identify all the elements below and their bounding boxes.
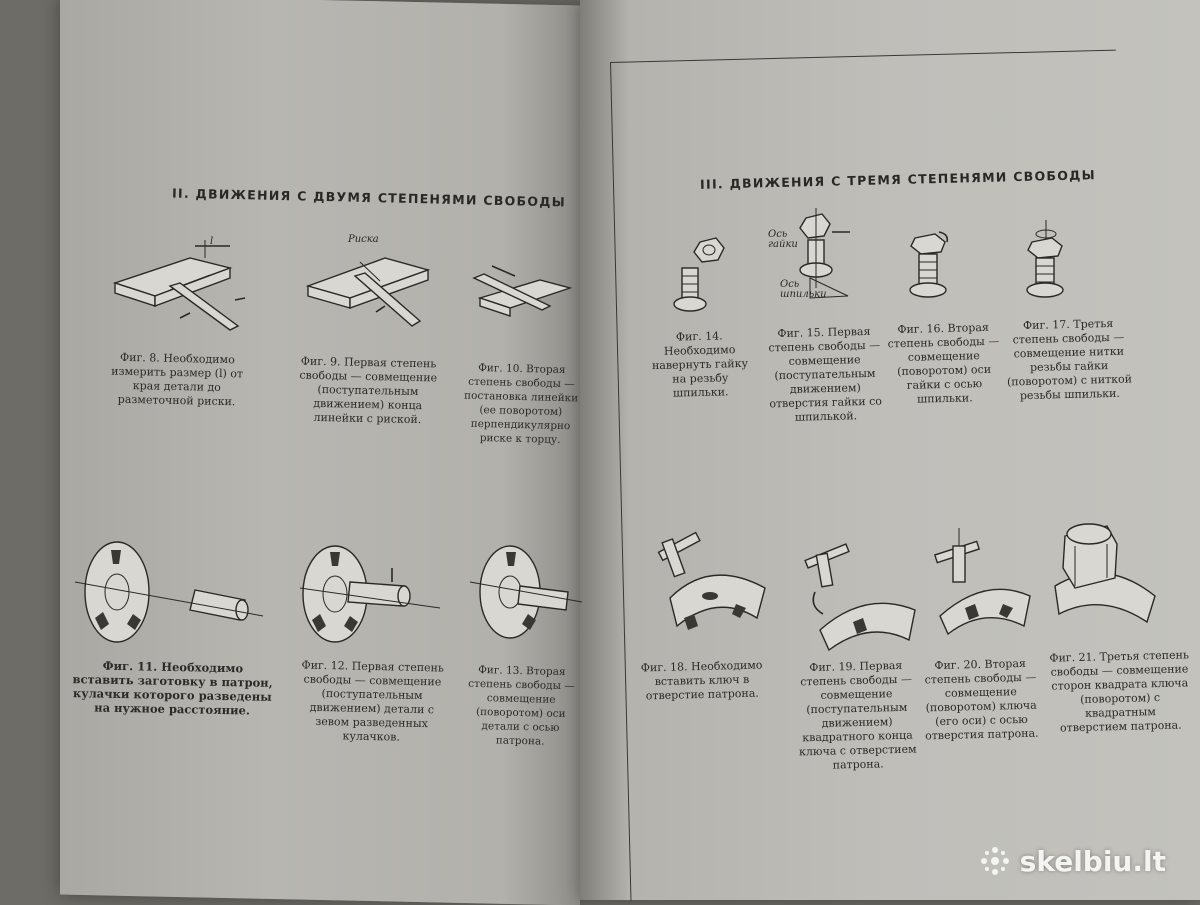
figure-18-key-chuck [640, 528, 770, 643]
figure-20-caption: Фиг. 20. Вторая степень свободы — совмещение (поворотом) ключа (его оси) с осью отверстия патрона. [924, 656, 1039, 743]
figure-17-nut-thread [1010, 220, 1090, 306]
left-page [60, 0, 580, 905]
figure-9-ruler-mark [300, 236, 440, 336]
watermark-text: skelbiu.lt [1019, 844, 1166, 878]
figure-8-plate-ruler: l [110, 238, 250, 338]
figure-16-nut-rotate [895, 226, 965, 306]
figure-9-caption: Фиг. 9. Первая степень свободы — совмещение (поступательным движением) конца линейки с риской. [299, 354, 438, 427]
figure-11-chuck-blank [75, 540, 265, 645]
dots-logo-icon [978, 844, 1012, 878]
label-stud-axis: Ось шпильки [780, 279, 827, 300]
section-heading-two-degrees: II. ДВИЖЕНИЯ С ДВУМЯ СТЕПЕНЯМИ СВОБОДЫ [171, 185, 567, 210]
figure-13-chuck-axis [470, 542, 585, 642]
figure-21-key-square-match [1045, 516, 1160, 626]
figure-14-caption: Фиг. 14. Необходимо навернуть гайку на резьбу шпильки. [651, 329, 749, 400]
figure-12-caption: Фиг. 12. Первая степень свободы — совмещение (поступательным движением) детали с зевом разведенных кулачков. [301, 658, 445, 744]
figure-11-caption: Фиг. 11. Необходимо вставить заготовку в патрон, кулачки которого разведены на нужное расстояние. [72, 658, 273, 718]
figure-12-chuck-insert [290, 540, 460, 645]
figure-10-ruler-perpendicular [470, 258, 580, 338]
figure-21-caption: Фиг. 21. Третья степень свободы — совмещение сторон квадрата ключа (поворотом) с квадратным отверстием патрона. [1049, 648, 1190, 735]
figure-14-nut-stud [662, 232, 737, 322]
figure-19-key-square [795, 540, 915, 650]
figure-18-caption: Фиг. 18. Необходимо вставить ключ в отверстие патрона. [640, 658, 763, 703]
figure-20-key-axis [925, 528, 1035, 638]
figure-13-caption: Фиг. 13. Вторая степень свободы — совмещение (поворотом) оси детали с осью патрона. [468, 663, 575, 748]
figure-16-caption: Фиг. 16. Вторая степень свободы — совмещение (поворотом) оси гайки с осью шпильки. [887, 320, 1000, 406]
section-heading-three-degrees: III. ДВИЖЕНИЯ С ТРЕМЯ СТЕПЕНЯМИ СВОБОДЫ [699, 167, 1097, 192]
figure-15-nut-stud-axes [770, 208, 865, 308]
figure-15-caption: Фиг. 15. Первая степень свободы — совмещение (поступательным движением) отверстия гайки со шпилькой. [768, 324, 883, 424]
skelbiu-watermark [978, 844, 1166, 878]
label-riska: Риска [348, 234, 379, 245]
figure-10-caption: Фиг. 10. Вторая степень свободы — постановка линейки (ее поворотом) перпендикулярно риске к торцу. [463, 361, 579, 446]
figure-8-caption: Фиг. 8. Необходимо измерить размер (l) от края детали до разметочной риски. [111, 350, 244, 409]
figure-17-caption: Фиг. 17. Третья степень свободы — совмещение нитки резьбы гайки (поворотом) с ниткой резьбы шпильки. [1006, 316, 1133, 403]
figure-19-caption: Фиг. 19. Первая степень свободы — совмещение (поступательным движением) квадратного конца ключа с отверстием патрона. [798, 658, 917, 772]
label-nut-axis: Ось гайки [768, 229, 798, 250]
